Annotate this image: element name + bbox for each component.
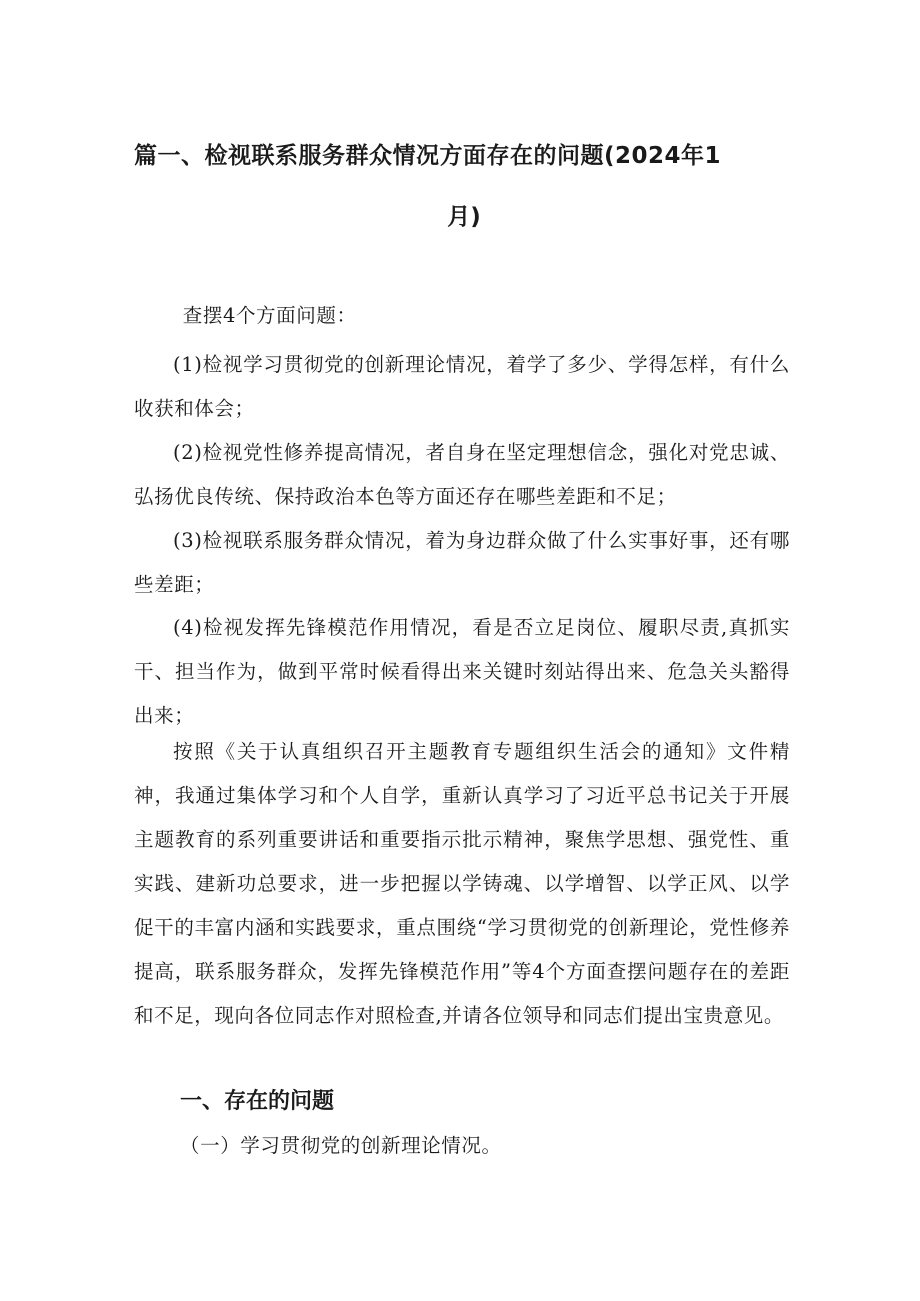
intro-paragraph: 查摆4个方面问题： (182, 304, 357, 327)
document-title-line2: 月) (447, 204, 481, 230)
checklist-item-4: (4)检视发挥先锋模范作用情况，看是否立足岗位、履职尽责,真抓实干、担当作为，做到平常时候看得出来关键时刻站得出来、危急关头豁得出来； (134, 616, 790, 727)
document-title-line1: 篇一、检视联系服务群众情况方面存在的问题(2024年1 (134, 143, 722, 169)
checklist-item-3: (3)检视联系服务群众情况，着为身边群众做了什么实事好事，还有哪些差距； (134, 529, 790, 596)
checklist-item-2: (2)检视党性修养提高情况，者自身在坚定理想信念，强化对党忠诚、弘扬优良传统、保持政治本色等方面还存在哪些差距和不足； (134, 441, 790, 508)
body-paragraph: 按照《关于认真组织召开主题教育专题组织生活会的通知》文件精神，我通过集体学习和个人自学，重新认真学习了习近平总书记关于开展主题教育的系列重要讲话和重要指示批示精神，聚焦学思想、强党性、重实践、建新功总要求，进一步把握以学铸魂、以学增智、以学正风、以学促干的丰富内涵和实践要求，重点围绕“学习贯彻党的创新理论，党性修养提高，联系服务群众，发挥先锋模范作用”等4个方面查摆问题存在的差距和不足，现向各位同志作对照检查,并请各位领导和同志们提出宝贵意见。 (134, 740, 790, 1027)
checklist-item-1: (1)检视学习贯彻党的创新理论情况，着学了多少、学得怎样，有什么收获和体会； (134, 353, 790, 420)
subsection-heading: （一）学习贯彻党的创新理论情况。 (180, 1134, 502, 1157)
section-heading: 一、存在的问题 (180, 1089, 335, 1114)
